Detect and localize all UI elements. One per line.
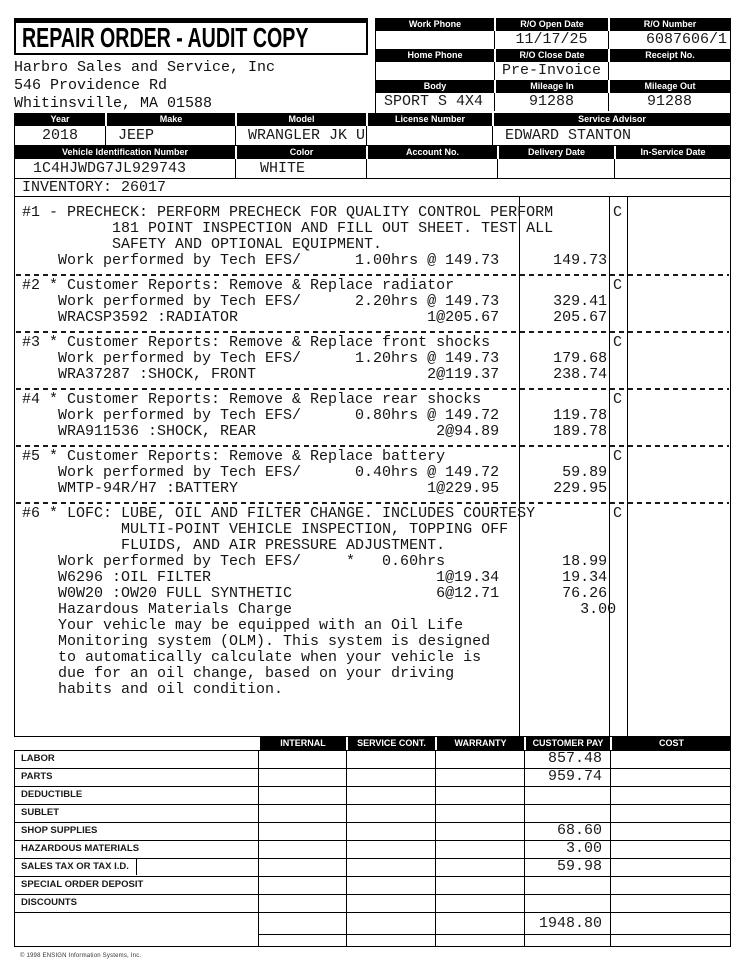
dealer-address-line1: 546 Providence Rd bbox=[14, 77, 168, 94]
item-text-line: #5 * Customer Reports: Remove & Replace battery bbox=[22, 448, 446, 465]
summary-row-label-text: SPECIAL ORDER DEPOSIT bbox=[21, 879, 144, 890]
summary-cell bbox=[346, 877, 435, 894]
value-home-phone bbox=[376, 62, 494, 80]
summary-cell bbox=[610, 787, 730, 804]
summary-cell bbox=[610, 823, 730, 840]
item-text-line: #1 - PRECHECK: PERFORM PRECHECK FOR QUALITY CONTROL PERFORM bbox=[22, 204, 554, 221]
summary-cell bbox=[610, 769, 730, 786]
summary-row bbox=[15, 859, 730, 877]
value-color: WHITE bbox=[235, 159, 366, 178]
page-title: REPAIR ORDER - AUDIT COPY bbox=[22, 22, 309, 53]
summary-total-cell bbox=[346, 913, 435, 935]
line-items-flow bbox=[15, 197, 730, 703]
summary-row-label bbox=[15, 841, 258, 858]
line-item-6 bbox=[15, 504, 730, 703]
item-text-line: Hazardous Materials Charge 3.00 bbox=[22, 601, 617, 618]
summary-row-label bbox=[15, 751, 258, 768]
summary-total-cell bbox=[610, 913, 730, 935]
dealer-address-line2: Whitinsville, MA 01588 bbox=[14, 95, 213, 112]
summary-row bbox=[15, 751, 730, 769]
summary-header-spacer bbox=[14, 737, 258, 750]
summary-header-row bbox=[14, 737, 731, 750]
summary-cell: 959.74 bbox=[524, 769, 610, 786]
summary-empty-cell bbox=[524, 935, 610, 946]
summary-total-rows bbox=[14, 913, 731, 947]
value-ro-number: 6087606/1 bbox=[608, 31, 730, 49]
document-header bbox=[14, 18, 731, 113]
summary-cell bbox=[258, 895, 346, 912]
item-text-line: to automatically calculate when your vehicle is bbox=[22, 649, 482, 666]
summary-row bbox=[15, 787, 730, 805]
summary-column-header: WARRANTY bbox=[435, 737, 524, 750]
item-text-line: Work performed by Tech EFS/ 1.00hrs @ 149.73 149.73 bbox=[22, 252, 608, 269]
header-label-row-2 bbox=[376, 49, 730, 62]
label-delivery-date: Delivery Date bbox=[497, 146, 614, 159]
summary-cell: 857.48 bbox=[524, 751, 610, 768]
dealer-address-block bbox=[14, 59, 368, 113]
summary-cell bbox=[435, 859, 524, 876]
item-status-flag: C bbox=[613, 391, 623, 408]
label-service-advisor: Service Advisor bbox=[492, 113, 730, 126]
vehicle-value-row-1 bbox=[15, 126, 730, 146]
label-work-phone: Work Phone bbox=[376, 18, 494, 31]
value-mileage-in: 91288 bbox=[494, 93, 608, 111]
summary-cell bbox=[435, 787, 524, 804]
label-ro-close-date: R/O Close Date bbox=[494, 49, 608, 62]
value-delivery-date bbox=[497, 159, 614, 178]
summary-cell bbox=[435, 805, 524, 822]
label-ro-number: R/O Number bbox=[608, 18, 730, 31]
summary-cell: 59.98 bbox=[524, 859, 610, 876]
label-in-service-date: In-Service Date bbox=[614, 146, 730, 159]
item-text-line: WMTP-94R/H7 :BATTERY 1@229.95 229.95 bbox=[22, 480, 608, 497]
summary-cell bbox=[435, 769, 524, 786]
vehicle-value-row-2 bbox=[15, 159, 730, 179]
summary-row-label-text: DEDUCTIBLE bbox=[21, 789, 83, 800]
value-body: SPORT S 4X4 bbox=[384, 93, 484, 110]
summary-row-label-text: HAZARDOUS MATERIALS bbox=[21, 843, 140, 854]
label-make: Make bbox=[105, 113, 235, 126]
summary-cell bbox=[346, 895, 435, 912]
summary-cell bbox=[258, 751, 346, 768]
summary-cell bbox=[258, 769, 346, 786]
label-body: Body bbox=[376, 80, 494, 93]
item-text-line: #4 * Customer Reports: Remove & Replace rear shocks bbox=[22, 391, 482, 408]
summary-row-label-text: SHOP SUPPLIES bbox=[21, 825, 98, 836]
summary-cell bbox=[346, 841, 435, 858]
item-status-flag: C bbox=[613, 448, 623, 465]
summary-bottom-left-cell bbox=[15, 913, 258, 946]
summary-cell: 68.60 bbox=[524, 823, 610, 840]
summary-cell bbox=[346, 859, 435, 876]
summary-row-label-text: SALES TAX OR TAX I.D. bbox=[21, 859, 137, 875]
value-make: JEEP bbox=[105, 126, 235, 145]
summary-column-header: SERVICE CONT. bbox=[346, 737, 435, 750]
header-value-row-2 bbox=[376, 62, 730, 80]
summary-row bbox=[15, 841, 730, 859]
label-vin: Vehicle Identification Number bbox=[15, 146, 235, 159]
item-text-line: Work performed by Tech EFS/ 0.40hrs @ 149.72 59.89 bbox=[22, 464, 608, 481]
header-label-row-3 bbox=[376, 80, 730, 93]
dealer-name: Harbro Sales and Service, Inc bbox=[14, 59, 276, 76]
summary-cell bbox=[258, 805, 346, 822]
value-in-service-date bbox=[614, 159, 730, 178]
item-text-line: #2 * Customer Reports: Remove & Replace radiator bbox=[22, 277, 455, 294]
summary-cell bbox=[610, 805, 730, 822]
item-status-flag: C bbox=[613, 505, 623, 522]
summary-row-label bbox=[15, 823, 258, 840]
summary-row-label bbox=[15, 769, 258, 786]
summary-column-header: CUSTOMER PAY bbox=[524, 737, 610, 750]
item-text-line: SAFETY AND OPTIONAL EQUIPMENT. bbox=[22, 236, 383, 253]
summary-total-cell bbox=[435, 913, 524, 935]
item-status-flag: C bbox=[613, 204, 623, 221]
summary-cell bbox=[346, 787, 435, 804]
item-text-line: FLUIDS, AND AIR PRESSURE ADJUSTMENT. bbox=[22, 537, 446, 554]
item-text-line: due for an oil change, based on your driving bbox=[22, 665, 455, 682]
summary-cell bbox=[610, 751, 730, 768]
summary-row-label bbox=[15, 895, 258, 912]
summary-cell bbox=[435, 841, 524, 858]
item-text-line: Work performed by Tech EFS/ 0.80hrs @ 149.72 119.78 bbox=[22, 407, 608, 424]
value-year: 2018 bbox=[41, 127, 78, 144]
value-license-number bbox=[366, 126, 492, 145]
summary-cell bbox=[258, 823, 346, 840]
label-model: Model bbox=[235, 113, 366, 126]
summary-row-label-text: PARTS bbox=[21, 771, 53, 782]
item-text-line: WRA911536 :SHOCK, REAR 2@94.89 189.78 bbox=[22, 423, 608, 440]
item-status-flag: C bbox=[613, 334, 623, 351]
summary-total-cell bbox=[258, 913, 346, 935]
item-text-line: 181 POINT INSPECTION AND FILL OUT SHEET. TEST ALL bbox=[22, 220, 554, 237]
value-ro-open-date: 11/17/25 bbox=[494, 31, 608, 49]
summary-cell bbox=[435, 751, 524, 768]
summary-cell bbox=[435, 895, 524, 912]
label-year: Year bbox=[15, 113, 105, 126]
summary-empty-cell bbox=[346, 935, 435, 946]
summary-cell bbox=[524, 895, 610, 912]
vehicle-info-band bbox=[14, 113, 731, 179]
summary-row bbox=[15, 895, 730, 913]
summary-row bbox=[15, 769, 730, 787]
summary-cell bbox=[346, 823, 435, 840]
summary-cell bbox=[610, 859, 730, 876]
summary-cell bbox=[258, 787, 346, 804]
summary-rows bbox=[14, 750, 731, 913]
summary-empty-cell bbox=[610, 935, 730, 946]
value-mileage-out: 91288 bbox=[608, 93, 730, 111]
summary-cell bbox=[610, 895, 730, 912]
item-text-line: WRACSP3592 :RADIATOR 1@205.67 205.67 bbox=[22, 309, 608, 326]
header-value-row-3 bbox=[376, 93, 730, 111]
summary-empty-cell bbox=[258, 935, 346, 946]
label-mileage-out: Mileage Out bbox=[608, 80, 730, 93]
value-vin: 1C4HJWDG7JL929743 bbox=[33, 160, 187, 177]
summary-row-label-text: LABOR bbox=[21, 753, 55, 764]
inventory-line: INVENTORY: 26017 bbox=[14, 179, 731, 197]
summary-column-header: INTERNAL bbox=[258, 737, 346, 750]
item-text-line: Monitoring system (OLM). This system is designed bbox=[22, 633, 491, 650]
summary-cell: 3.00 bbox=[524, 841, 610, 858]
summary-row-label bbox=[15, 859, 258, 876]
summary-cell bbox=[524, 787, 610, 804]
label-ro-open-date: R/O Open Date bbox=[494, 18, 608, 31]
line-item-1 bbox=[15, 203, 730, 274]
line-item-4 bbox=[15, 390, 730, 445]
summary-cell bbox=[346, 769, 435, 786]
summary-cell bbox=[346, 805, 435, 822]
summary-cell bbox=[258, 859, 346, 876]
item-text-line: habits and oil condition. bbox=[22, 681, 284, 698]
value-model: WRANGLER JK U bbox=[235, 126, 366, 145]
summary-row bbox=[15, 805, 730, 823]
summary-empty-cell bbox=[435, 935, 524, 946]
value-work-phone bbox=[376, 31, 494, 49]
summary-row bbox=[15, 823, 730, 841]
summary-total-cell: 1948.80 bbox=[524, 913, 610, 935]
value-ro-close-date: Pre-Invoice bbox=[494, 62, 608, 80]
summary-row-label bbox=[15, 877, 258, 894]
summary-row-label bbox=[15, 787, 258, 804]
summary-cell bbox=[524, 805, 610, 822]
item-text-line: W6296 :OIL FILTER 1@19.34 19.34 bbox=[22, 569, 608, 586]
label-mileage-in: Mileage In bbox=[494, 80, 608, 93]
line-item-5 bbox=[15, 447, 730, 502]
label-home-phone: Home Phone bbox=[376, 49, 494, 62]
header-left bbox=[14, 18, 368, 113]
value-account-no bbox=[366, 159, 497, 178]
summary-cell bbox=[524, 877, 610, 894]
line-items-box bbox=[14, 197, 731, 737]
summary-row-label bbox=[15, 805, 258, 822]
line-item-3 bbox=[15, 333, 730, 388]
line-item-2 bbox=[15, 276, 730, 331]
value-service-advisor: EDWARD STANTON bbox=[492, 126, 730, 145]
item-text-line: W0W20 :OW20 FULL SYNTHETIC 6@12.71 76.26 bbox=[22, 585, 608, 602]
summary-row-label-text: DISCOUNTS bbox=[21, 897, 77, 908]
summary-cell bbox=[435, 877, 524, 894]
value-receipt-no bbox=[608, 62, 730, 80]
label-color: Color bbox=[235, 146, 366, 159]
item-text-line: #6 * LOFC: LUBE, OIL AND FILTER CHANGE. INCLUDES COURTESY bbox=[22, 505, 536, 522]
summary-cell bbox=[435, 823, 524, 840]
vehicle-label-row-1 bbox=[15, 113, 730, 126]
item-status-flag: C bbox=[613, 277, 623, 294]
title-box bbox=[14, 18, 368, 55]
item-text-line: Work performed by Tech EFS/ 1.20hrs @ 149.73 179.68 bbox=[22, 350, 608, 367]
summary-cell bbox=[610, 877, 730, 894]
header-info-grid bbox=[375, 18, 731, 113]
item-text-line: MULTI-POINT VEHICLE INSPECTION, TOPPING OFF bbox=[22, 521, 509, 538]
item-text-line: WRA37287 :SHOCK, FRONT 2@119.37 238.74 bbox=[22, 366, 608, 383]
summary-cell bbox=[346, 751, 435, 768]
label-license-number: License Number bbox=[366, 113, 492, 126]
summary-cell bbox=[258, 841, 346, 858]
item-text-line: #3 * Customer Reports: Remove & Replace front shocks bbox=[22, 334, 491, 351]
footer-copyright: © 1998 ENSIGN Information Systems, Inc. bbox=[20, 953, 142, 959]
summary-cell bbox=[258, 877, 346, 894]
item-text-line: Work performed by Tech EFS/ * 0.60hrs 18.99 bbox=[22, 553, 608, 570]
header-value-row-1 bbox=[376, 31, 730, 49]
summary-cell bbox=[610, 841, 730, 858]
item-text-line: Work performed by Tech EFS/ 2.20hrs @ 149.73 329.41 bbox=[22, 293, 608, 310]
item-text-line: Your vehicle may be equipped with an Oil Life bbox=[22, 617, 464, 634]
summary-row-label-text: SUBLET bbox=[21, 807, 59, 818]
vehicle-label-row-2 bbox=[15, 146, 730, 159]
label-receipt-no: Receipt No. bbox=[608, 49, 730, 62]
summary-column-header: COST bbox=[610, 737, 731, 750]
summary-row bbox=[15, 877, 730, 895]
label-account-no: Account No. bbox=[366, 146, 497, 159]
header-label-row-1 bbox=[376, 18, 730, 31]
